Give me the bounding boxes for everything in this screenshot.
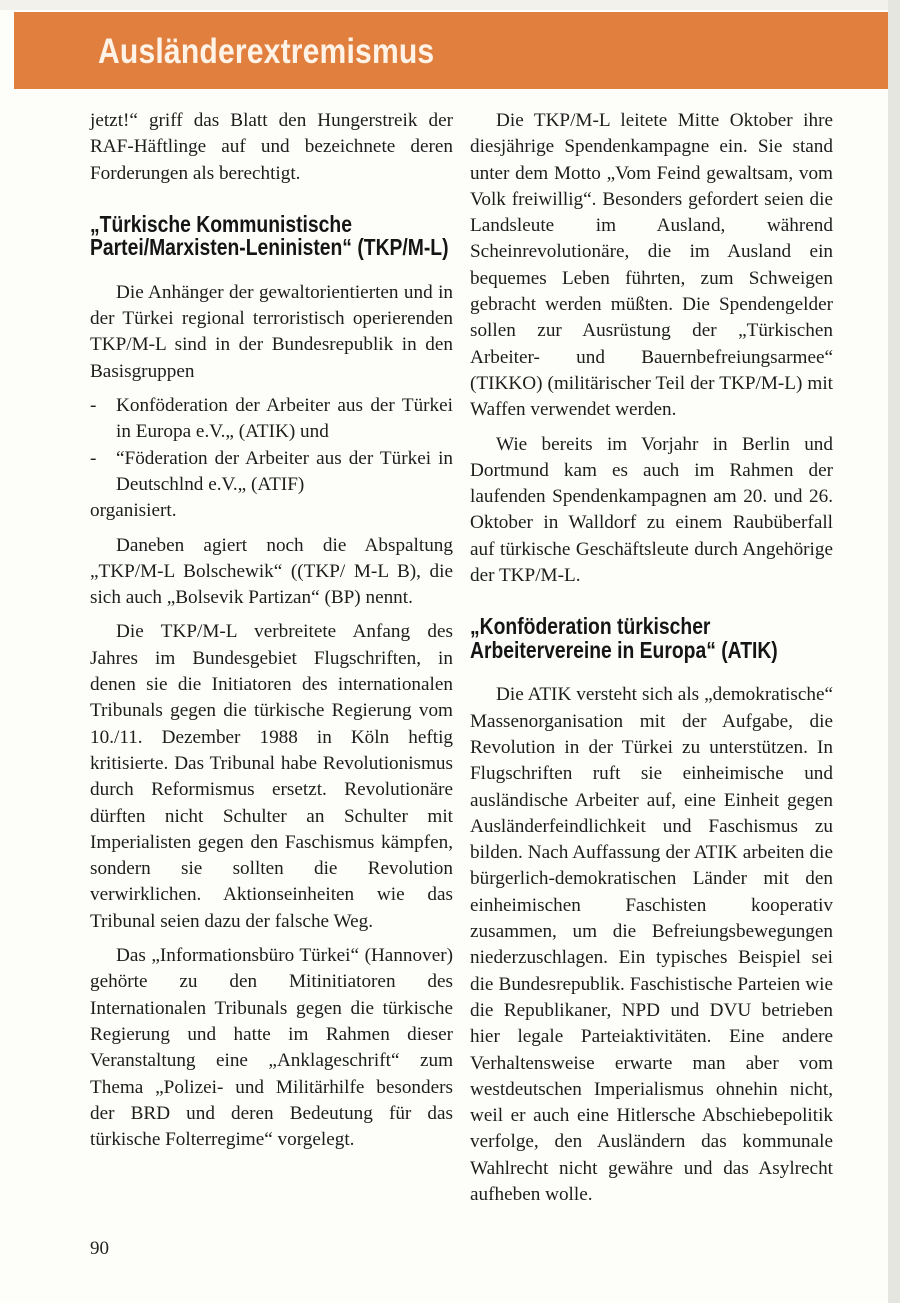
paragraph-vorjahr: Wie bereits im Vorjahr in Berlin und Dortmund kam es auch im Rahmen der laufenden Spendenkampagnen am 20. und 26. Oktober in Walldorf zu einem Raubüberfall auf türkische Geschäftsleute durch Angehörige der TKP/M-L. [470,433,833,587]
paragraph-anhaenger: Die Anhänger der gewaltorientierten und in der Türkei regional terroristisch operierenden TKP/M-L sind in der Bundesrepublik in den Basisgruppen [90,281,453,382]
paragraph-verbreitete: Die TKP/M-L verbreitete Anfang des Jahres im Bundesgebiet Flugschriften, in denen sie die Initiatoren des internationalen Tribunals gegen die türkische Regierung vom 10./11. Dezember 1988 in Köln heftig kritisierte. Das Tribunal habe Revolutionismus durch Reformismus ersetzt. Revolutionäre dürften nicht Schulter an Schulter mit Imperialisten gegen den Faschismus kämpfen, sondern sie sollten die Revolution verwirklichen. Aktionseinheiten wie das Tribunal seien dazu der falsche Weg. [90,621,453,932]
list-item-text: “Föderation der Arbeiter aus der Türkei in Deutschlnd e.V.„ (ATIF) [116,447,453,495]
left-column [90,108,453,1161]
chapter-title: Ausländerextremismus [98,32,435,71]
list-dash: - [90,395,97,417]
right-column [470,108,833,1216]
page-number: 90 [90,1238,109,1259]
chapter-header-band [14,12,888,89]
page-top-edge [0,0,900,10]
section-heading-tkp: „Türkische Kommunistische Partei/Marxisten-Leninisten“ (TKP/M-L) [90,210,449,261]
paragraph-atik: Die ATIK versteht sich als „demokratische“ Massenorganisation mit der Aufgabe, die Revolution in der Türkei zu unterstützen. In Flugschriften ruft sie einheimische und ausländische Arbeiter auf, eine Einheit gegen Ausländerfeindlichkeit und Faschismus zu bilden. Nach Auffassung der ATIK arbeiten die bürgerlich-demokratischen Länder mit den einheimischen Faschisten kooperativ zusammen, um die Befreiungsbewegungen niederzuschlagen. Ein typisches Beispiel sei die Bundesrepublik. Faschistische Parteien wie die Republikaner, NPD und DVU betrieben hier legale Parteiaktivitäten. Eine andere Verhaltensweise erwarte man aber vom westdeutschen Imperialismus ohnehin nicht, weil er auch eine Hitlersche Abschiebepolitik verfolge, den Ausländern das kommunale Wahlrecht nicht gewähre und das Asylrecht aufheben wolle. [470,684,833,1205]
list-item [90,446,453,499]
list-item-text: Konföderation der Arbeiter aus der Türkei in Europa e.V.„ (ATIK) und [116,395,453,443]
list-tail: organisiert. [90,500,177,522]
page-right-edge [888,0,900,1303]
paragraph-spendenkampagne: Die TKP/M-L leitete Mitte Oktober ihre diesjährige Spendenkampagne ein. Sie stand unter dem Motto „Vom Feind gewaltsam, vom Volk freiwillig“. Besonders gefordert seien die Landsleute im Ausland, während Scheinrevolutionäre, die im Ausland ein bequemes Leben führten, zum Schweigen gebracht werden müßten. Die Spendengelder sollen zur Ausrüstung der „Türkischen Arbeiter- und Bauernbefreiungsarmee“ (TIKKO) (militärischer Teil der TKP/M-L) mit Waffen verwendet werden. [470,110,833,421]
list-dash: - [90,447,97,469]
paragraph-informationsbuero: Das „Informationsbüro Türkei“ (Hannover) gehörte zu den Mitinitiatoren des Internationalen Tribunals gegen die türkische Regierung und hatte im Rahmen dieser Veranstaltung eine „Anklageschrift“ zum Thema „Polizei- und Militärhilfe besonders der BRD und deren Bedeutung für das türkische Folterregime“ vorgelegt. [90,945,453,1151]
section-heading-atik: „Konföderation türkischer Arbeitervereine in Europa“ (ATIK) [470,613,778,663]
basisgruppen-list [90,393,453,498]
paragraph-continued: jetzt!“ griff das Blatt den Hungerstreik der RAF-Häftlinge auf und bezeichnete deren Forderungen als berechtigt. [90,110,453,184]
paragraph-daneben: Daneben agiert noch die Abspaltung „TKP/M-L Bolschewik“ ((TKP/ M-L B), die sich auch „Bolsevik Partizan“ (BP) nennt. [90,534,453,609]
list-item [90,393,453,446]
